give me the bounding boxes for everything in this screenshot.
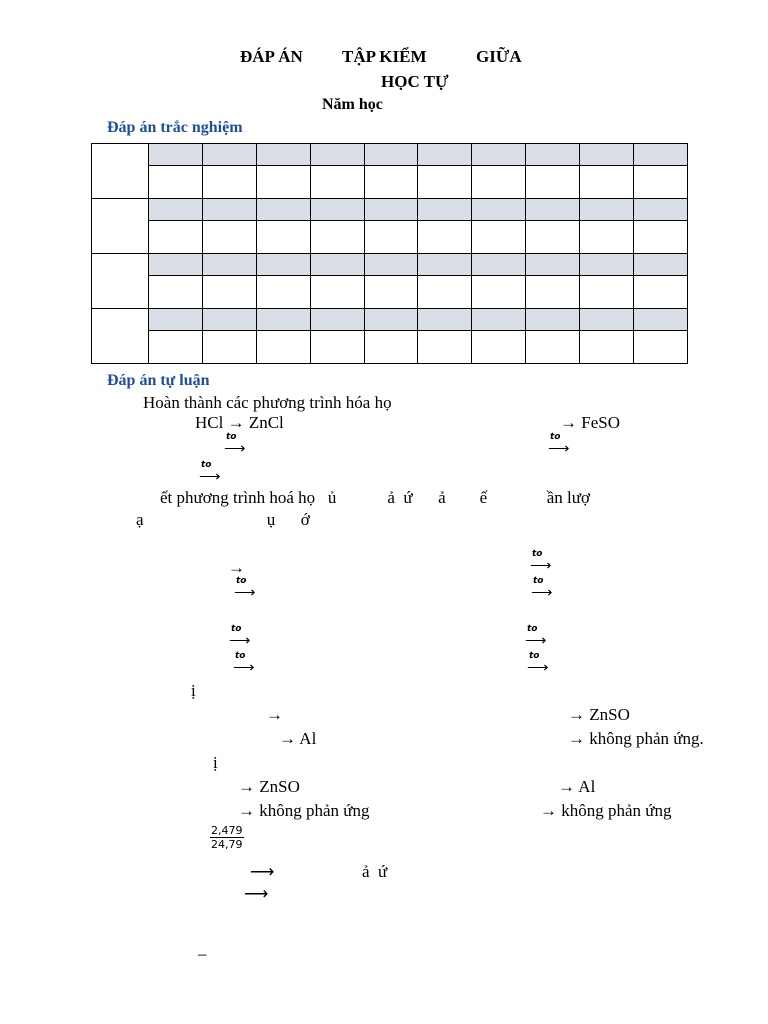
mcq-answer-cell	[472, 166, 526, 199]
mcq-question-cell	[418, 144, 472, 166]
mcq-question-cell	[310, 144, 364, 166]
eq1-left: HCl → ZnCl	[195, 413, 284, 432]
mcq-answer-cell	[526, 221, 580, 254]
mcq-question-cell	[526, 309, 580, 331]
dot-i-2: ị	[213, 753, 218, 772]
mcq-answer-cell	[472, 221, 526, 254]
mcq-answer-cell	[202, 276, 256, 309]
q2-line1: ết phương trình hoá họ ủ ả ứ ả ế ần lượ	[160, 488, 590, 507]
mcq-answer-cell	[364, 166, 418, 199]
mcq-question-cell	[472, 144, 526, 166]
mcq-answer-cell	[202, 331, 256, 364]
mcq-question-row	[92, 199, 688, 221]
mcq-answer-cell	[526, 331, 580, 364]
mcq-question-cell	[149, 199, 203, 221]
mcq-question-cell	[580, 144, 634, 166]
mcq-answer-cell	[149, 221, 203, 254]
mcq-question-cell	[364, 199, 418, 221]
essay-intro: Hoàn thành các phương trình hóa họ	[143, 393, 392, 412]
mcq-answer-row	[92, 276, 688, 309]
mcq-answer-cell	[202, 221, 256, 254]
fraction	[210, 824, 244, 851]
mcq-row-label	[92, 309, 149, 364]
heat-arrow: to ⟶	[234, 576, 256, 601]
mcq-answer-cell	[472, 331, 526, 364]
mcq-question-cell	[418, 309, 472, 331]
mcq-answer-cell	[310, 166, 364, 199]
mcq-answer-cell	[418, 221, 472, 254]
mcq-answer-cell	[256, 276, 310, 309]
mcq-answer-cell	[256, 221, 310, 254]
mcq-question-cell	[202, 199, 256, 221]
mcq-question-cell	[149, 254, 203, 276]
dot-i-1: ị	[191, 681, 196, 700]
mcq-question-cell	[364, 144, 418, 166]
r3-right: → Al	[558, 777, 596, 796]
mcq-answer-row	[92, 166, 688, 199]
mcq-question-cell	[310, 309, 364, 331]
r1-right: → ZnSO	[568, 705, 630, 724]
mcq-answer-row	[92, 331, 688, 364]
mcq-answer-cell	[256, 166, 310, 199]
essay-heading: Đáp án tự luận	[107, 372, 210, 389]
mcq-answer-row	[92, 221, 688, 254]
dash: –	[198, 944, 207, 963]
mcq-answer-cell	[256, 331, 310, 364]
year-label: Năm học	[322, 96, 383, 113]
mcq-answer-cell	[310, 276, 364, 309]
mcq-answer-cell	[580, 166, 634, 199]
mcq-question-cell	[634, 254, 688, 276]
mcq-question-cell	[256, 254, 310, 276]
mcq-answer-cell	[364, 331, 418, 364]
mcq-answer-table	[91, 143, 688, 364]
mcq-question-row	[92, 309, 688, 331]
mcq-question-cell	[526, 254, 580, 276]
title-line2: HỌC TỰ	[381, 72, 449, 91]
mcq-answer-cell	[634, 276, 688, 309]
mcq-answer-cell	[634, 331, 688, 364]
mcq-row-label	[92, 254, 149, 309]
plain-arrow: →	[228, 558, 245, 577]
mcq-question-cell	[472, 309, 526, 331]
mcq-answer-cell	[526, 276, 580, 309]
heat-arrow: to ⟶	[224, 432, 246, 457]
q2-line2: ạ ụ ớ	[136, 510, 310, 529]
mcq-answer-cell	[149, 331, 203, 364]
mcq-question-cell	[634, 309, 688, 331]
mcq-answer-cell	[149, 166, 203, 199]
mcq-heading: Đáp án trắc nghiệm	[107, 119, 243, 136]
mcq-answer-cell	[149, 276, 203, 309]
mcq-question-cell	[526, 199, 580, 221]
mcq-answer-cell	[580, 331, 634, 364]
heat-arrow: to ⟶	[530, 549, 552, 574]
mcq-answer-cell	[310, 331, 364, 364]
heat-arrow: to ⟶	[199, 460, 221, 485]
mcq-answer-cell	[418, 331, 472, 364]
mcq-answer-cell	[472, 276, 526, 309]
r2-left: → Al	[279, 729, 317, 748]
eq1-right: → FeSO	[560, 413, 620, 432]
fraction-denominator: 24,79	[211, 838, 243, 851]
long-arrow: ⟶	[244, 884, 269, 903]
mcq-row-label	[92, 144, 149, 199]
r4-left: → không phản ứng	[238, 801, 370, 820]
mcq-answer-cell	[364, 276, 418, 309]
heat-arrow: to ⟶	[229, 624, 251, 649]
mcq-answer-cell	[580, 221, 634, 254]
mcq-question-cell	[364, 254, 418, 276]
mcq-question-cell	[418, 254, 472, 276]
title-part2: TẬP KIỂM	[342, 47, 427, 66]
mcq-question-cell	[149, 144, 203, 166]
mcq-question-cell	[634, 199, 688, 221]
mcq-question-cell	[364, 309, 418, 331]
mcq-question-cell	[472, 199, 526, 221]
mcq-question-row	[92, 254, 688, 276]
r3-left: → ZnSO	[238, 777, 300, 796]
mcq-answer-cell	[526, 166, 580, 199]
mcq-question-cell	[256, 309, 310, 331]
r4-right: → không phản ứng	[540, 801, 672, 820]
mcq-answer-cell	[310, 221, 364, 254]
mcq-answer-cell	[580, 276, 634, 309]
mcq-question-row	[92, 144, 688, 166]
mcq-question-cell	[256, 199, 310, 221]
mcq-question-cell	[310, 199, 364, 221]
mcq-question-cell	[149, 309, 203, 331]
mcq-question-cell	[580, 199, 634, 221]
mcq-answer-cell	[418, 166, 472, 199]
phrase-au: ả ứ	[362, 862, 388, 881]
heat-arrow: to ⟶	[527, 651, 549, 676]
mcq-answer-cell	[634, 166, 688, 199]
r2-right: → không phản ứng.	[568, 729, 704, 748]
mcq-question-cell	[202, 309, 256, 331]
mcq-row-label	[92, 199, 149, 254]
fraction-numerator: 2,479	[211, 824, 243, 837]
mcq-question-cell	[526, 144, 580, 166]
mcq-answer-cell	[364, 221, 418, 254]
mcq-answer-cell	[418, 276, 472, 309]
mcq-answer-cell	[202, 166, 256, 199]
mcq-question-cell	[580, 254, 634, 276]
mcq-question-cell	[580, 309, 634, 331]
title-part3: GIỮA	[476, 47, 522, 66]
heat-arrow: to ⟶	[233, 651, 255, 676]
heat-arrow: to ⟶	[531, 576, 553, 601]
mcq-question-cell	[418, 199, 472, 221]
mcq-question-cell	[634, 144, 688, 166]
mcq-question-cell	[202, 144, 256, 166]
heat-arrow: to ⟶	[525, 624, 547, 649]
mcq-question-cell	[472, 254, 526, 276]
heat-arrow: to ⟶	[548, 432, 570, 457]
mcq-question-cell	[202, 254, 256, 276]
mcq-question-cell	[256, 144, 310, 166]
title-part1: ĐÁP ÁN	[240, 47, 303, 66]
long-arrow: ⟶	[250, 862, 275, 881]
plain-arrow: →	[266, 705, 283, 724]
mcq-answer-cell	[634, 221, 688, 254]
mcq-question-cell	[310, 254, 364, 276]
